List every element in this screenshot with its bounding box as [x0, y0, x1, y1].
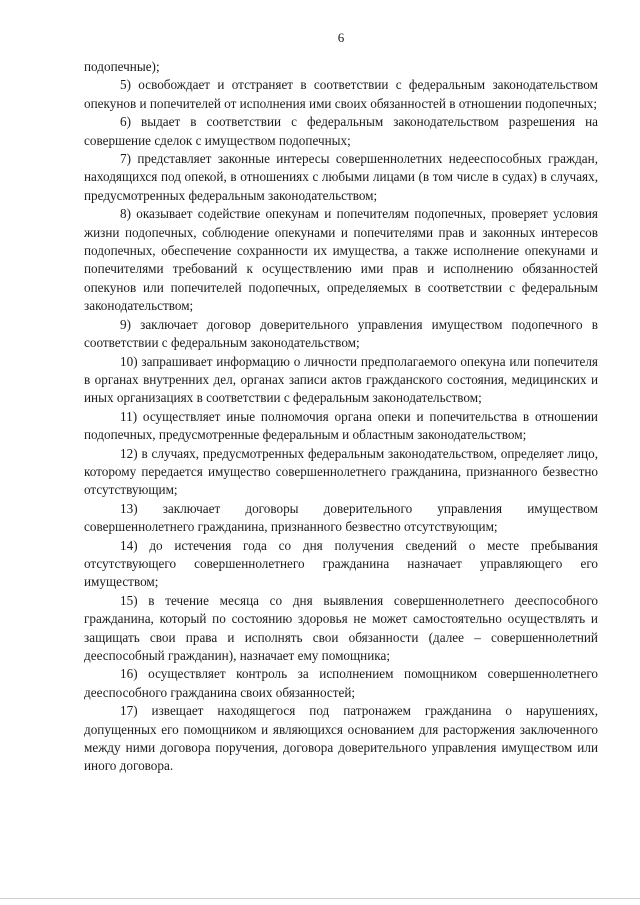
paragraph-item-11: 11) осуществляет иные полномочия органа опеки и попечительства в отношении подопечных, предусмотренные федеральным и областным законодательством;	[84, 408, 598, 443]
scan-edge-line	[0, 898, 640, 899]
paragraph-item-17: 17) извещает находящегося под патронажем гражданина о нарушениях, допущенных его помощником и являющихся основанием для расторжения заключенного между ними договора поручения, договора доверительного управления имуществом или иного договора.	[84, 703, 598, 774]
paragraph-item-12: 12) в случаях, предусмотренных федеральным законодательством, определяет лицо, которому передается имущество совершеннолетнего гражданина, признанного безвестно отсутствующим;	[84, 445, 598, 498]
paragraph-continuation: подопечные);	[84, 59, 160, 74]
paragraph-item-14: 14) до истечения года со дня получения сведений о месте пребывания отсутствующего совершеннолетнего гражданина назначает управляющего его имуществом;	[84, 537, 598, 590]
paragraph-item-9: 9) заключает договор доверительного управления имуществом подопечного в соответствии с федеральным законодательством;	[84, 316, 598, 351]
paragraph-item-13: 13) заключает договоры доверительного управления имуществом совершеннолетнего гражданина, признанного безвестно отсутствующим;	[84, 500, 598, 535]
paragraph-item-15: 15) в течение месяца со дня выявления совершеннолетнего дееспособного гражданина, который по состоянию здоровья не может самостоятельно осуществлять и защищать свои права и исполнять свои обязанности (далее – совершеннолетний дееспособный гражданин), назначает ему помощника;	[84, 592, 598, 663]
paragraph-item-6: 6) выдает в соответствии с федеральным законодательством разрешения на совершение сделок с имуществом подопечных;	[84, 114, 598, 148]
paragraph-item-16: 16) осуществляет контроль за исполнением помощником совершеннолетнего дееспособного гражданина своих обязанностей;	[84, 666, 598, 700]
paragraph-item-8: 8) оказывает содействие опекунам и попечителям подопечных, проверяет условия жизни подопечных, соблюдение опекунами и попечителями прав и законных интересов подопечных, обеспечение сохранности их имущества, а также исполнение опекунами и попечителями требований к осуществлению ими прав и исполнению обязанностей опекунов или попечителей подопечных, определяемых в соответствии с федеральным законодательством;	[84, 206, 598, 314]
paragraph-item-7: 7) представляет законные интересы совершеннолетних недееспособных граждан, находящихся под опекой, в отношениях с любыми лицами (в том числе в судах) в случаях, предусмотренных федеральным законодательством;	[84, 151, 598, 203]
paragraph-item-10: 10) запрашивает информацию о личности предполагаемого опекуна или попечителя в органах внутренних дел, органах записи актов гражданского состояния, медицинских и иных организациях в соответствии с федеральным законодательством;	[84, 353, 598, 406]
paragraph-item-5: 5) освобождает и отстраняет в соответствии с федеральным законодательством опекунов и попечителей от исполнения ими своих обязанностей в отношении подопечных;	[84, 77, 598, 111]
page-number: 6	[337, 30, 345, 45]
